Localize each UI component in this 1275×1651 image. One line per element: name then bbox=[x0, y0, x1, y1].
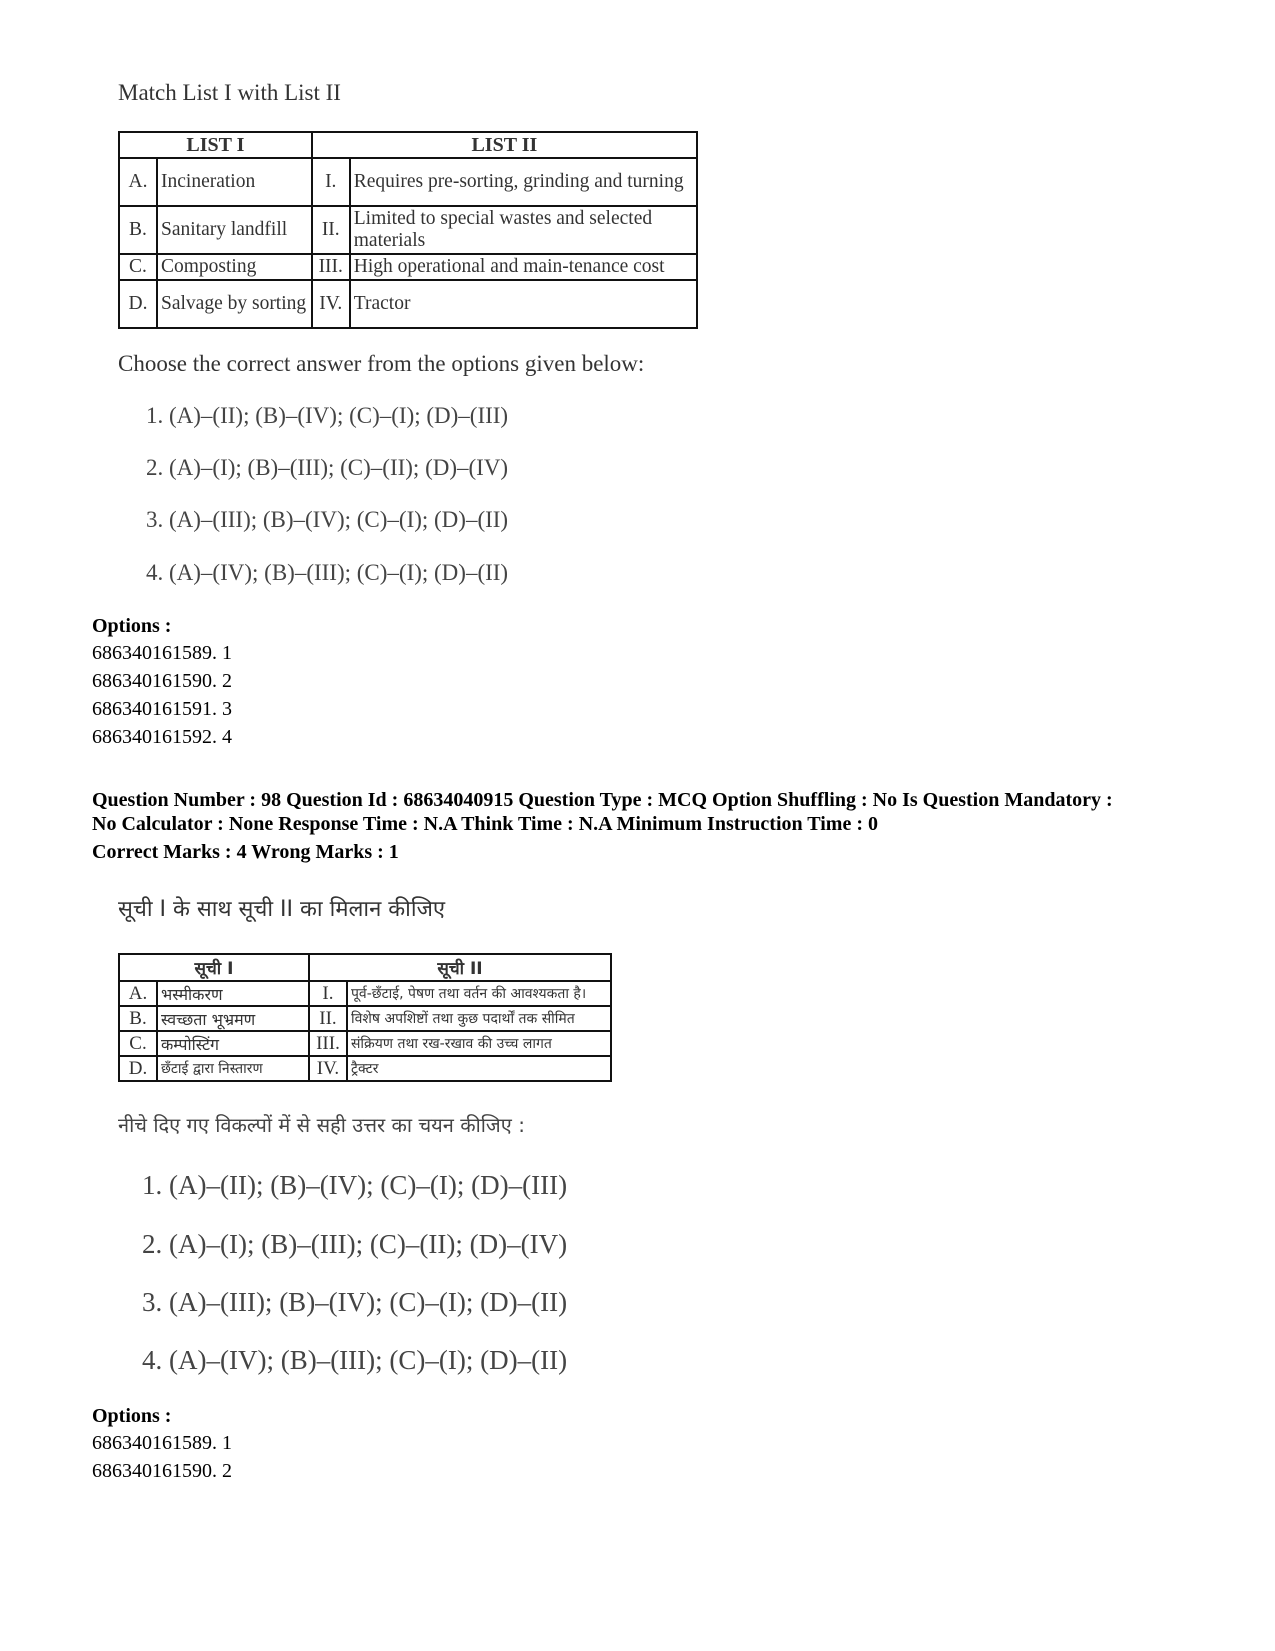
list2-item: Limited to special wastes and selected materials bbox=[350, 206, 697, 254]
answer-choice: 3. (A)–(III); (B)–(IV); (C)–(I); (D)–(II) bbox=[146, 507, 509, 532]
option-item: 686340161589. 1 bbox=[92, 1432, 232, 1454]
marks-line: Correct Marks : 4 Wrong Marks : 1 bbox=[92, 841, 399, 863]
answer-choice: 4. (A)–(IV); (B)–(III); (C)–(I); (D)–(II) bbox=[146, 560, 509, 585]
row-label: I. bbox=[312, 158, 350, 206]
row-label: III. bbox=[309, 1031, 347, 1056]
q2-options-label: Options : bbox=[92, 1405, 172, 1427]
table-row bbox=[119, 206, 697, 254]
row-label: II. bbox=[309, 1006, 347, 1031]
list2-item: ट्रैक्टर bbox=[347, 1056, 611, 1081]
list1-item: भस्मीकरण bbox=[157, 981, 309, 1006]
list1-item: Salvage by sorting bbox=[157, 280, 312, 328]
list1-item: कम्पोस्टिंग bbox=[157, 1031, 309, 1056]
list2-item: विशेष अपशिष्टों तथा कुछ पदार्थों तक सीमित bbox=[347, 1006, 611, 1031]
answer-choice: 4. (A)–(IV); (B)–(III); (C)–(I); (D)–(II) bbox=[142, 1345, 568, 1375]
row-label: C. bbox=[119, 254, 157, 280]
row-label: IV. bbox=[309, 1056, 347, 1081]
list2-item: Requires pre-sorting, grinding and turning bbox=[350, 158, 697, 206]
q2-instruction: सूची I के साथ सूची II का मिलान कीजिए bbox=[118, 897, 446, 922]
row-label: II. bbox=[312, 206, 350, 254]
list1-item: छँटाई द्वारा निस्तारण bbox=[157, 1056, 309, 1081]
q2-meta bbox=[92, 788, 1242, 864]
q1-match-table bbox=[118, 131, 698, 329]
row-label: A. bbox=[119, 981, 157, 1006]
list2-item: संक्रियण तथा रख-रखाव की उच्च लागत bbox=[347, 1031, 611, 1056]
list1-item: Incineration bbox=[157, 158, 312, 206]
q1-options-label: Options : bbox=[92, 615, 172, 637]
row-label: D. bbox=[119, 280, 157, 328]
answer-choice: 2. (A)–(I); (B)–(III); (C)–(II); (D)–(IV) bbox=[142, 1229, 568, 1259]
list1-item: Composting bbox=[157, 254, 312, 280]
option-item: 686340161592. 4 bbox=[92, 726, 232, 748]
option-item: 686340161589. 1 bbox=[92, 642, 232, 664]
table-row bbox=[119, 1006, 611, 1031]
answer-choice: 2. (A)–(I); (B)–(III); (C)–(II); (D)–(IV) bbox=[146, 455, 509, 480]
list1-item: स्वच्छता भूभ्रमण bbox=[157, 1006, 309, 1031]
table-row bbox=[119, 1031, 611, 1056]
table-row bbox=[119, 158, 697, 206]
list2-header: LIST II bbox=[312, 132, 697, 158]
option-item: 686340161590. 2 bbox=[92, 670, 232, 692]
q1-instruction: Match List I with List II bbox=[118, 80, 341, 105]
option-item: 686340161591. 3 bbox=[92, 698, 232, 720]
question-meta-line: Question Number : 98 Question Id : 68634040915 Question Type : MCQ Option Shuffling : No Is Question Mandatory : bbox=[92, 789, 1113, 811]
row-label: B. bbox=[119, 1006, 157, 1031]
option-item: 686340161590. 2 bbox=[92, 1460, 232, 1482]
row-label: A. bbox=[119, 158, 157, 206]
answer-choice: 1. (A)–(II); (B)–(IV); (C)–(I); (D)–(III) bbox=[142, 1170, 568, 1200]
row-label: D. bbox=[119, 1056, 157, 1081]
row-label: III. bbox=[312, 254, 350, 280]
list1-item: Sanitary landfill bbox=[157, 206, 312, 254]
table-row bbox=[119, 1056, 611, 1081]
q1-choose-text: Choose the correct answer from the options given below: bbox=[118, 351, 645, 376]
row-label: IV. bbox=[312, 280, 350, 328]
q2-choose-text: नीचे दिए गए विकल्पों में से सही उत्तर का चयन कीजिए : bbox=[118, 1113, 525, 1137]
list2-item: पूर्व-छँटाई, पेषण तथा वर्तन की आवश्यकता है। bbox=[347, 981, 611, 1006]
answer-choice: 3. (A)–(III); (B)–(IV); (C)–(I); (D)–(II) bbox=[142, 1287, 568, 1317]
answer-choice: 1. (A)–(II); (B)–(IV); (C)–(I); (D)–(III) bbox=[146, 403, 509, 428]
list2-header: सूची II bbox=[309, 954, 611, 981]
q2-match-table bbox=[118, 953, 612, 1082]
table-row bbox=[119, 254, 697, 280]
list2-item: Tractor bbox=[350, 280, 697, 328]
q1-options bbox=[92, 639, 232, 751]
row-label: I. bbox=[309, 981, 347, 1006]
list1-header: LIST I bbox=[119, 132, 312, 158]
list1-header: सूची I bbox=[119, 954, 309, 981]
q2-options bbox=[92, 1429, 232, 1485]
table-row bbox=[119, 280, 697, 328]
row-label: B. bbox=[119, 206, 157, 254]
list2-item: High operational and main-tenance cost bbox=[350, 254, 697, 280]
row-label: C. bbox=[119, 1031, 157, 1056]
question-meta-line: No Calculator : None Response Time : N.A Think Time : N.A Minimum Instruction Time : 0 bbox=[92, 813, 878, 835]
table-row bbox=[119, 981, 611, 1006]
